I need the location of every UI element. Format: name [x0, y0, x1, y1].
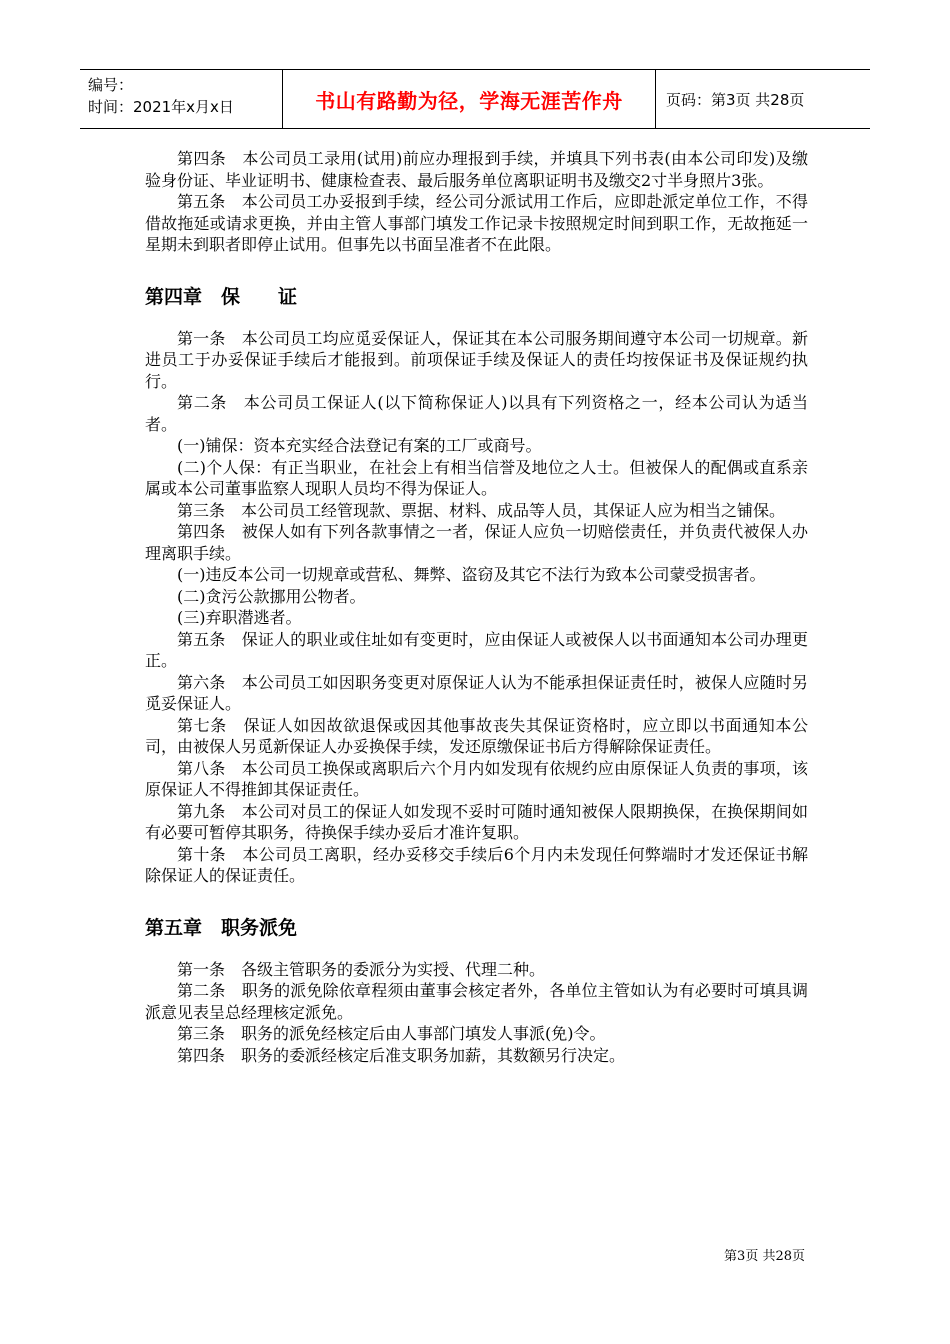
- header-page-label: 页码：第3页 共28页: [666, 90, 805, 109]
- paragraph: 第九条 本公司对员工的保证人如发现不妥时可随时通知被保人限期换保，在换保期间如有必要可暂停其职务，待换保手续办妥后才准许复职。: [145, 801, 808, 842]
- header-time-label: 时间：2021年x月x日: [88, 98, 234, 116]
- paragraph: 第四条 本公司员工录用(试用)前应办理报到手续，并填具下列书表(由本公司印发)及缴验身份证、毕业证明书、健康检查表、最后服务单位离职证明书及缴交2寸半身照片3张。: [145, 149, 808, 190]
- paragraph: 第八条 本公司员工换保或离职后六个月内如发现有依规约应由原保证人负责的事项，该原保证人不得推卸其保证责任。: [145, 758, 808, 799]
- paragraph: 第五条 保证人的职业或住址如有变更时，应由保证人或被保人以书面通知本公司办理更正。: [145, 629, 808, 670]
- header-info-cell: [80, 70, 283, 128]
- paragraph: 第一条 各级主管职务的委派分为实授、代理二种。: [177, 959, 546, 979]
- section-top: [145, 148, 808, 256]
- paragraph: 第七条 保证人如因故欲退保或因其他事故丧失其保证资格时，应立即以书面通知本公司，由被保人另觅新保证人办妥换保手续，发还原缴保证书后方得解除保证责任。: [145, 715, 808, 756]
- header-number-label: 编号：: [88, 76, 134, 94]
- paragraph: 第十条 本公司员工离职，经办妥移交手续后6个月内未发现任何弊端时才发还保证书解除保证人的保证责任。: [145, 844, 808, 885]
- paragraph: 第三条 职务的派免经核定后由人事部门填发人事派(免)令。: [177, 1024, 606, 1043]
- paragraph: 第四条 被保人如有下列各款事情之一者，保证人应负一切赔偿责任，并负责代被保人办理离职手续。: [145, 522, 808, 563]
- chapter-5-title: 第五章 职务派免: [145, 916, 298, 939]
- paragraph: 第二条 本公司员工保证人(以下简称保证人)以具有下列资格之一，经本公司认为适当者。: [145, 393, 808, 434]
- paragraph: 第六条 本公司员工如因职务变更对原保证人认为不能承担保证责任时，被保人应随时另觅妥保证人。: [145, 672, 808, 713]
- chapter-4-body: [145, 328, 808, 887]
- paragraph: (二)贪污公款挪用公物者。: [177, 586, 366, 606]
- paragraph: (二)个人保：有正当职业，在社会上有相当信誉及地位之人士。但被保人的配偶或直系亲属或本公司董事监察人现职人员均不得为保证人。: [145, 457, 808, 498]
- document-body: [145, 148, 808, 1066]
- page-header: [80, 69, 870, 129]
- chapter-5-body: [145, 959, 808, 1067]
- paragraph: (一)铺保：资本充实经合法登记有案的工厂或商号。: [177, 436, 542, 455]
- paragraph: 第五条 本公司员工办妥报到手续，经公司分派试用工作后，应即赴派定单位工作，不得借故拖延或请求更换，并由主管人事部门填发工作记录卡按照规定时间到职工作，无故拖延一星期未到职者即停止试用。但事先以书面呈准者不在此限。: [145, 192, 808, 254]
- chapter-4-title: 第四章 保 证: [145, 285, 298, 308]
- paragraph: 第四条 职务的委派经核定后准支职务加薪，其数额另行决定。: [177, 1045, 626, 1065]
- page-footer: 第3页 共28页: [724, 1249, 805, 1264]
- paragraph: 第二条 职务的派免除依章程须由董事会核定者外，各单位主管如认为有必要时可填具调派意见表呈总经理核定派免。: [145, 981, 808, 1022]
- paragraph: 第三条 本公司员工经管现款、票据、材料、成品等人员，其保证人应为相当之铺保。: [177, 500, 786, 520]
- paragraph: 第一条 本公司员工均应觅妥保证人，保证其在本公司服务期间遵守本公司一切规章。新进员工于办妥保证手续后才能报到。前项保证手续及保证人的责任均按保证书及保证规约执行。: [145, 328, 808, 391]
- paragraph: (三)弃职潜逃者。: [177, 608, 302, 627]
- header-motto: 书山有路勤为径，学海无涯苦作舟: [283, 70, 656, 128]
- paragraph: (一)违反本公司一切规章或营私、舞弊、盗窃及其它不法行为致本公司蒙受损害者。: [177, 565, 766, 584]
